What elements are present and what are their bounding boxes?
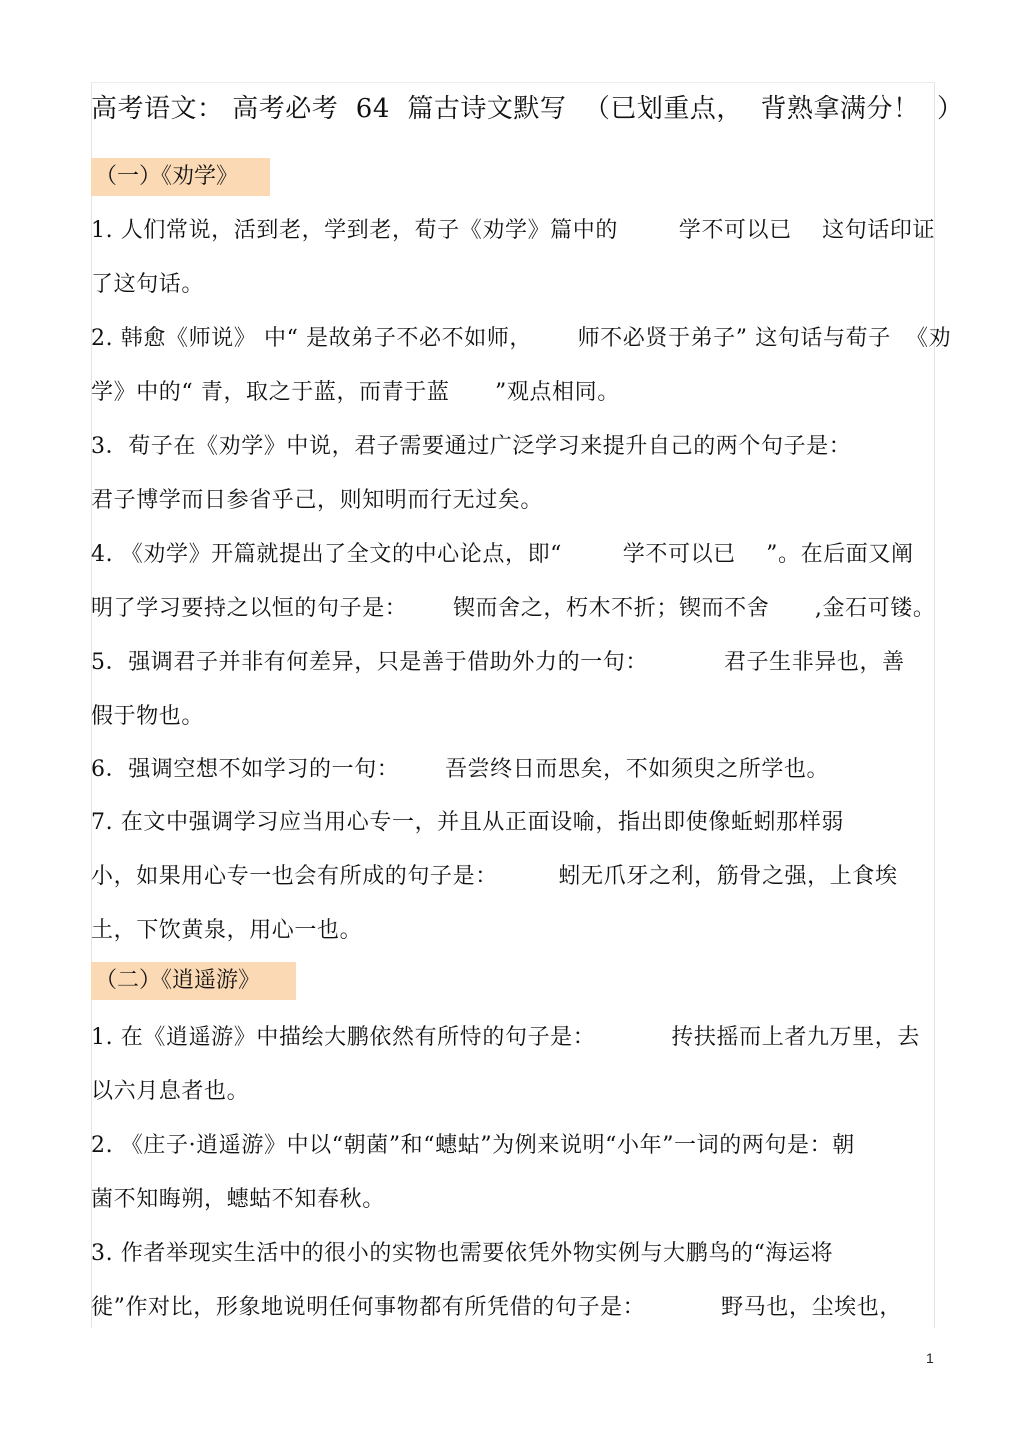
text-line: 2. 韩愈《师说》 中“ 是故弟子不必不如师， 师不必贤于弟子” 这句话与荀子 《劝 (91, 326, 952, 351)
text-line: 3．荀子在《劝学》中说，君子需要通过广泛学习来提升自己的两个句子是： (91, 434, 852, 459)
text-line: 3. 作者举现实生活中的很小的实物也需要依凭外物实例与大鹏鸟的“海运将 (91, 1241, 834, 1266)
text-line: 6．强调空想不如学习的一句： 吾尝终日而思矣，不如须臾之所学也。 (91, 757, 830, 782)
text-line: 以六月息者也。 (91, 1079, 250, 1104)
section-heading-quanxue: （一）《劝学》 (91, 158, 270, 196)
document-title: 高考语文： 高考必考 64 篇古诗文默写 （已划重点， 背熟拿满分！ ） (91, 94, 964, 124)
text-line: 1. 人们常说，活到老，学到老，荀子《劝学》篇中的 学不可以已 这句话印证 (91, 218, 936, 243)
text-line: 2. 《庄子·逍遥游》中以“朝菌”和“蟪蛄”为例来说明“小年”一词的两句是：朝 (91, 1133, 855, 1158)
page-number: 1 (926, 1350, 934, 1366)
text-line: 7. 在文中强调学习应当用心专一，并且从正面设喻，指出即使像蚯蚓那样弱 (91, 810, 844, 835)
text-line: 5．强调君子并非有何差异，只是善于借助外力的一句： 君子生非异也，善 (91, 650, 905, 675)
text-line: 4. 《劝学》开篇就提出了全文的中心论点，即“ 学不可以已 ”。在后面又阐 (91, 542, 914, 567)
text-line: 了这句话。 (91, 272, 205, 297)
text-line: 小，如果用心专一也会有所成的句子是： 蚓无爪牙之利，筋骨之强，上食埃 (91, 864, 898, 889)
section-heading-xiaoyaoyou: （二）《逍遥游》 (91, 962, 296, 1000)
text-line: 菌不知晦朔，蟪蛄不知春秋。 (91, 1187, 385, 1212)
text-line: 学》中的“ 青，取之于蓝，而青于蓝 ”观点相同。 (91, 380, 620, 405)
text-line: 假于物也。 (91, 704, 205, 729)
text-line: 徙”作对比，形象地说明任何事物都有所凭借的句子是： 野马也，尘埃也， (91, 1295, 902, 1320)
text-line: 1. 在《逍遥游》中描绘大鹏依然有所恃的句子是： 抟扶摇而上者九万里，去 (91, 1025, 920, 1050)
text-line: 君子博学而日参省乎己，则知明而行无过矣。 (91, 488, 544, 513)
text-line: 土，下饮黄泉，用心一也。 (91, 918, 363, 943)
text-line: 明了学习要持之以恒的句子是： 锲而舍之，朽木不折；锲而不舍 ,金石可镂。 (91, 596, 936, 621)
